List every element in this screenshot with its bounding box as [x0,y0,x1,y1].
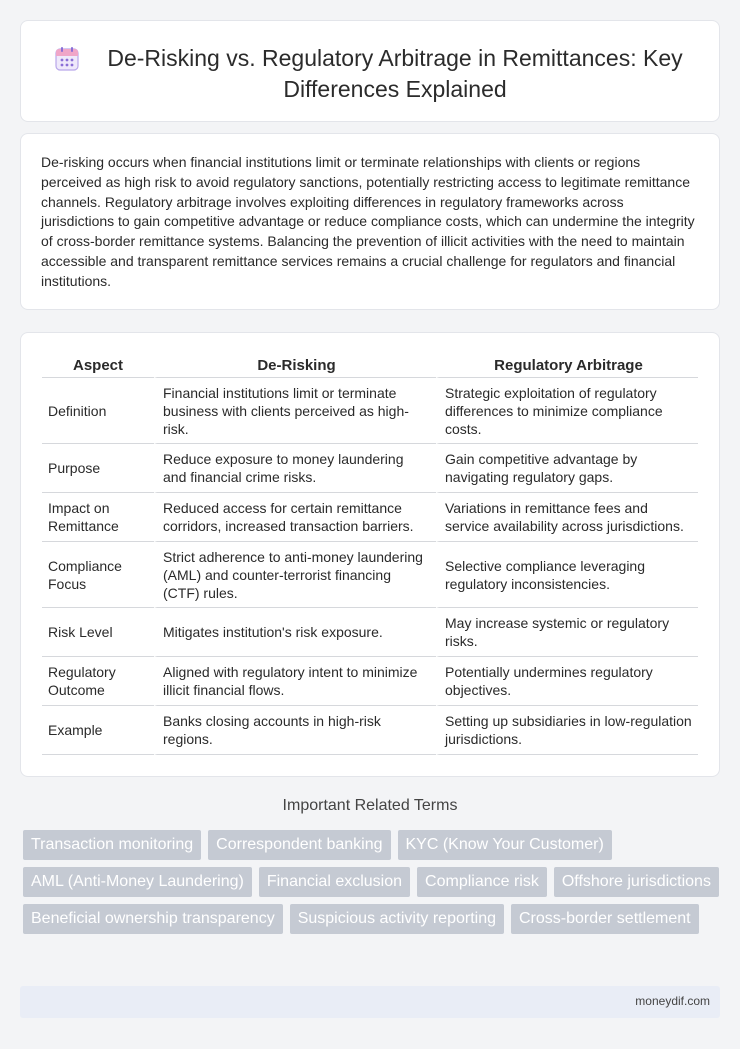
row-aspect: Regulatory Outcome [42,657,154,706]
row-regulatory-arbitrage: Strategic exploitation of regulatory differences to minimize compliance costs. [436,378,698,444]
header-aspect: Aspect [42,353,154,378]
term-tag[interactable]: Offshore jurisdictions [554,867,719,897]
term-tag[interactable]: Cross-border settlement [511,904,699,934]
row-regulatory-arbitrage: Setting up subsidiaries in low-regulation jurisdictions. [436,706,698,755]
row-de-risking: Aligned with regulatory intent to minimize illicit financial flows. [154,657,436,706]
comparison-table-card [20,332,720,777]
row-aspect: Example [42,706,154,755]
row-aspect: Purpose [42,444,154,493]
table-row [42,542,698,608]
description-card [20,133,720,310]
row-aspect: Compliance Focus [42,542,154,608]
header-de-risking: De-Risking [154,353,436,378]
description-text: De-risking occurs when financial institutions limit or terminate relationships with clients or regions perceived as high risk to avoid regulatory sanctions, potentially restricting access to legitimate remittance channels. Regulatory arbitrage involves exploiting differences in regulatory frameworks across jurisdictions to gain competitive advantage or reduce compliance costs, which can undermine the integrity of cross-border remittance systems. Balancing the prevention of illicit activities with the need to maintain accessible and transparent remittance services remains a crucial challenge for regulators and financial institutions. [41,154,695,289]
calendar-icon [54,46,80,72]
row-de-risking: Reduce exposure to money laundering and financial crime risks. [154,444,436,493]
term-tag[interactable]: Compliance risk [417,867,547,897]
row-aspect: Definition [42,378,154,444]
row-de-risking: Banks closing accounts in high-risk regions. [154,706,436,755]
title-card [20,20,720,122]
term-tag[interactable]: Suspicious activity reporting [290,904,504,934]
term-tag[interactable]: Transaction monitoring [23,830,201,860]
row-regulatory-arbitrage: May increase systemic or regulatory risks. [436,608,698,657]
term-tag[interactable]: Correspondent banking [208,830,390,860]
term-tag[interactable]: KYC (Know Your Customer) [398,830,612,860]
term-tag[interactable]: Beneficial ownership transparency [23,904,283,934]
row-de-risking: Strict adherence to anti-money laundering (AML) and counter-terrorist financing (CTF) rules. [154,542,436,608]
row-regulatory-arbitrage: Selective compliance leveraging regulatory inconsistencies. [436,542,698,608]
row-regulatory-arbitrage: Gain competitive advantage by navigating regulatory gaps. [436,444,698,493]
footer-site-link[interactable]: moneydif.com [635,994,710,1008]
table-row [42,493,698,542]
row-regulatory-arbitrage: Potentially undermines regulatory objectives. [436,657,698,706]
table-header-row [42,353,698,378]
row-de-risking: Financial institutions limit or terminate business with clients perceived as high-risk. [154,378,436,444]
footer [20,986,720,1018]
table-row [42,378,698,444]
term-tag[interactable]: Financial exclusion [259,867,410,897]
term-tag[interactable]: AML (Anti-Money Laundering) [23,867,252,897]
related-terms-list [23,830,723,934]
page-title: De-Risking vs. Regulatory Arbitrage in Remittances: Key Differences Explained [107,45,683,102]
table-row [42,657,698,706]
related-terms-heading: Important Related Terms [282,797,458,814]
table-row [42,444,698,493]
row-regulatory-arbitrage: Variations in remittance fees and service availability across jurisdictions. [436,493,698,542]
table-row [42,706,698,755]
header-regulatory-arbitrage: Regulatory Arbitrage [436,353,698,378]
row-de-risking: Mitigates institution's risk exposure. [154,608,436,657]
table-row [42,608,698,657]
comparison-table [42,353,698,755]
row-aspect: Impact on Remittance [42,493,154,542]
row-de-risking: Reduced access for certain remittance corridors, increased transaction barriers. [154,493,436,542]
row-aspect: Risk Level [42,608,154,657]
